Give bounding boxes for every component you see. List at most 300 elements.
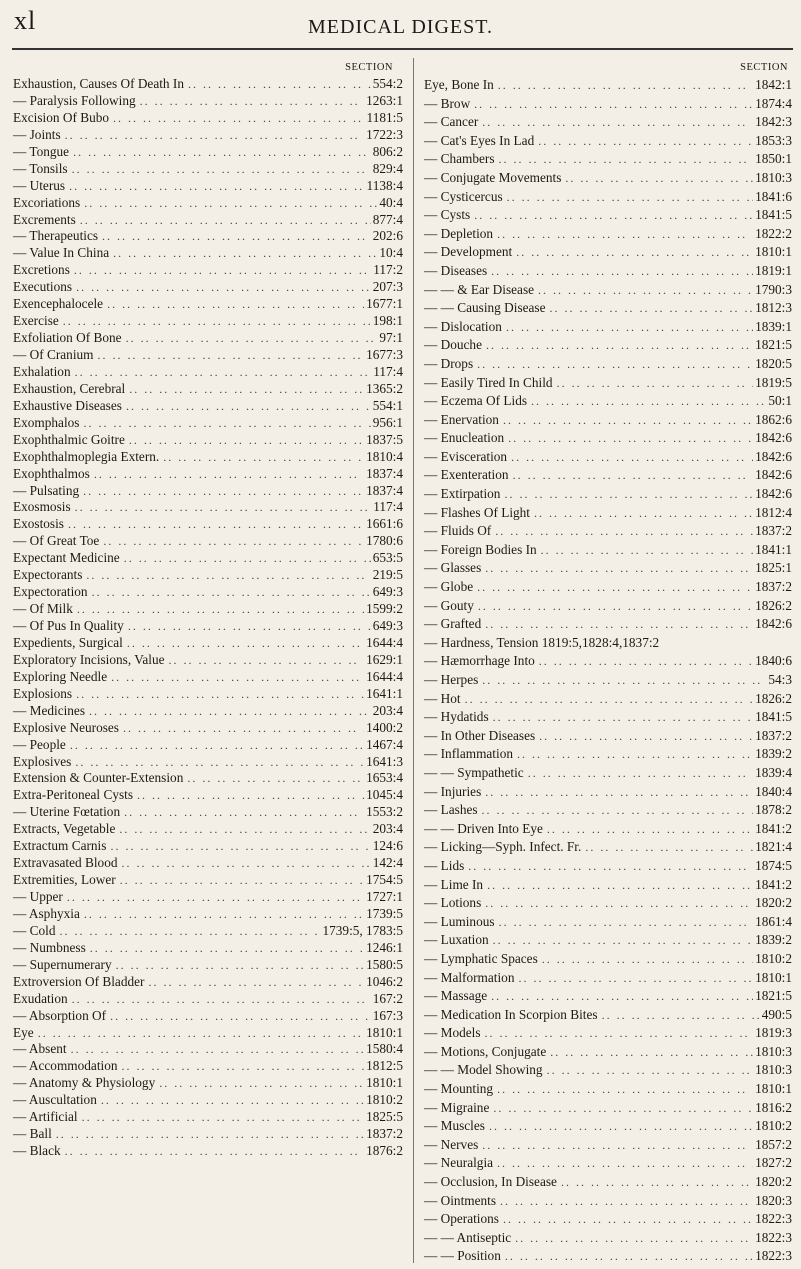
section-reference: 1790:3 [755, 281, 792, 297]
entry-term: Extracts, Vegetable [13, 821, 116, 837]
section-reference: 1841:5 [755, 709, 792, 725]
section-reference: 10:4 [379, 245, 403, 261]
dot-leader [120, 550, 371, 567]
index-entry [424, 76, 792, 95]
dot-leader [119, 720, 364, 737]
index-entry [13, 1109, 403, 1126]
left-index-column [13, 62, 403, 1160]
dot-leader [494, 76, 753, 95]
dot-leader [499, 411, 753, 430]
index-entry [13, 838, 403, 855]
index-entry [13, 245, 403, 262]
dot-leader [71, 499, 372, 516]
index-entry [13, 601, 403, 618]
index-entry [13, 974, 403, 991]
entry-term: Exophthalmos [13, 465, 90, 481]
dot-leader [503, 188, 753, 207]
index-entry [13, 262, 403, 279]
entry-term: — Development [424, 244, 513, 260]
section-reference: 1754:5 [366, 872, 403, 888]
dot-leader [61, 127, 364, 144]
index-entry [13, 821, 403, 838]
page-number: xl [14, 6, 37, 35]
dot-leader [543, 820, 753, 839]
section-reference: 1862:6 [755, 411, 792, 427]
index-entry [13, 466, 403, 483]
entry-term: — Fluids Of [424, 523, 492, 539]
entry-term: — Cancer [424, 114, 479, 130]
entry-term: — Cold [13, 922, 56, 938]
entry-term: — Uterine Fœtation [13, 804, 121, 820]
dot-leader [481, 559, 753, 578]
section-reference: 1810:2 [755, 950, 792, 966]
section-reference: 829:4 [372, 160, 403, 176]
index-entry [424, 262, 792, 281]
dot-leader [136, 93, 364, 110]
section-reference: 1810:1 [755, 969, 792, 985]
section-reference: 1138:4 [366, 177, 403, 193]
section-reference: 1812:3 [755, 300, 792, 316]
index-entry [13, 940, 403, 957]
entry-term: Exudation [13, 990, 68, 1006]
dot-leader [491, 522, 753, 541]
dot-leader [70, 262, 371, 279]
entry-term: Exophthalmic Goitre [13, 431, 125, 447]
section-reference: 97:1 [379, 330, 403, 346]
header-rule [12, 48, 793, 50]
section-reference: 1820:5 [755, 355, 792, 371]
index-entry [13, 1041, 403, 1058]
entry-term: Expectorants [13, 567, 83, 583]
index-entry [424, 95, 792, 114]
index-entry [13, 144, 403, 161]
index-entry [13, 991, 403, 1008]
dot-leader [527, 392, 766, 411]
entry-term: — Malformation [424, 969, 515, 985]
dot-leader [65, 178, 364, 195]
section-reference: 1810:2 [366, 1092, 403, 1108]
section-reference: 1467:4 [366, 736, 403, 752]
dot-leader [512, 243, 753, 262]
index-entry [424, 448, 792, 467]
dot-leader [76, 212, 371, 229]
dot-leader [73, 601, 364, 618]
dot-leader [118, 1058, 365, 1075]
index-entry [13, 1092, 403, 1109]
section-reference: 1839:1 [755, 318, 792, 334]
index-entry [424, 1229, 792, 1248]
entry-term: — Conjugate Movements [424, 169, 562, 185]
section-reference: 50:1 [768, 393, 792, 409]
entry-term: Extension & Counter-Extension [13, 770, 184, 786]
index-entry [424, 355, 792, 374]
index-entry [13, 686, 403, 703]
section-reference: 1677:1 [366, 296, 403, 312]
entry-term: — Auscultation [13, 1092, 97, 1108]
index-entry [13, 1025, 403, 1042]
dot-leader [499, 1210, 753, 1229]
dot-leader [478, 801, 754, 820]
section-reference: 1826:2 [755, 690, 792, 706]
section-reference: 1821:5 [755, 337, 792, 353]
dot-leader [501, 1247, 753, 1266]
dot-leader [72, 279, 371, 296]
dot-leader [478, 1136, 753, 1155]
index-entry [424, 1192, 792, 1211]
dot-leader [183, 770, 364, 787]
entry-term: — Lashes [424, 802, 478, 818]
dot-leader [478, 113, 753, 132]
section-reference: 1580:5 [366, 956, 403, 972]
entry-term: — Paralysis Following [13, 92, 136, 108]
index-entry [13, 957, 403, 974]
entry-term: — Licking—Syph. Infect. Fr. [424, 839, 582, 855]
dot-leader [581, 838, 753, 857]
dot-leader [470, 95, 753, 114]
section-reference: 1837:2 [755, 579, 792, 595]
dot-leader [534, 281, 753, 300]
column-divider [413, 58, 414, 1263]
index-entry [424, 504, 792, 523]
entry-term: — Luminous [424, 913, 495, 929]
dot-leader [94, 347, 365, 364]
entry-term: — Anatomy & Physiology [13, 1075, 156, 1091]
entry-term: Exosmosis [13, 499, 71, 515]
section-reference: 117:2 [373, 262, 403, 278]
entry-term: — Luxation [424, 932, 489, 948]
dot-leader [470, 206, 753, 225]
index-entry [13, 618, 403, 635]
dot-leader [553, 374, 754, 393]
entry-term: — Uterus [13, 177, 66, 193]
entry-term: Exhaustive Diseases [13, 397, 122, 413]
dot-leader [68, 991, 371, 1008]
index-entry [13, 855, 403, 872]
entry-term: — Chambers [424, 151, 495, 167]
index-entry [13, 449, 403, 466]
dot-leader [118, 855, 371, 872]
section-reference: 1837:4 [366, 465, 403, 481]
index-entry [13, 279, 403, 296]
entry-term: — Flashes Of Light [424, 504, 530, 520]
section-reference: 1827:2 [755, 1155, 792, 1171]
entry-term: Extremities, Lower [13, 872, 116, 888]
index-entry [424, 894, 792, 913]
dot-leader [473, 355, 753, 374]
index-entry [424, 1080, 792, 1099]
index-entry [424, 169, 792, 188]
index-entry [13, 161, 403, 178]
section-reference: 1874:5 [755, 857, 792, 873]
dot-leader [546, 299, 754, 318]
dot-leader [97, 1092, 364, 1109]
left-entry-list [13, 76, 403, 1160]
entry-term: Excoriations [13, 194, 81, 210]
dot-leader [485, 1117, 753, 1136]
index-entry [424, 783, 792, 802]
section-reference: 1841:2 [755, 820, 792, 836]
dot-leader [481, 1024, 754, 1043]
section-reference: 1842:6 [755, 486, 792, 502]
section-reference: 1812:5 [366, 1058, 403, 1074]
dot-leader [106, 1008, 371, 1025]
section-reference: 1842:6 [755, 616, 792, 632]
section-reference: 40:4 [379, 194, 403, 210]
entry-term: — In Other Diseases [424, 727, 536, 743]
entry-term: Extravasated Blood [13, 855, 118, 871]
section-reference: 1842:6 [755, 467, 792, 483]
index-entry [424, 281, 792, 300]
running-title: MEDICAL DIGEST. [308, 16, 493, 38]
section-reference: 877:4 [372, 211, 403, 227]
entry-term: — Medicines [13, 702, 86, 718]
index-entry [424, 1117, 792, 1136]
section-reference: 1837:4 [366, 482, 403, 498]
entry-term: Excrements [13, 211, 76, 227]
dot-leader [461, 690, 753, 709]
entry-term: Exhaustion, Causes Of Death In [13, 76, 184, 91]
dot-leader [509, 466, 754, 485]
entry-term: Exencephalocele [13, 296, 104, 312]
section-reference: 806:2 [372, 143, 403, 159]
section-reference: 117:4 [373, 499, 403, 515]
dot-leader [67, 1041, 365, 1058]
index-entry [424, 336, 792, 355]
dot-leader [80, 906, 364, 923]
index-entry [424, 1061, 792, 1080]
index-entry [424, 727, 792, 746]
index-entry [13, 432, 403, 449]
section-reference: 1842:6 [755, 448, 792, 464]
index-entry [13, 635, 403, 652]
index-entry [13, 889, 403, 906]
index-entry [424, 374, 792, 393]
index-entry [13, 76, 403, 93]
section-reference: 1841:6 [755, 188, 792, 204]
dot-leader [71, 364, 372, 381]
dot-leader [124, 618, 371, 635]
section-reference: 1365:2 [366, 380, 403, 396]
entry-term: — — Sympathetic [424, 764, 524, 780]
section-reference: 1822:2 [755, 225, 792, 241]
section-reference: 490:5 [761, 1006, 792, 1022]
index-entry [424, 987, 792, 1006]
index-entry [424, 671, 792, 690]
dot-leader [90, 466, 364, 483]
dot-leader [82, 567, 370, 584]
index-entry [424, 206, 792, 225]
section-reference: 1641:3 [366, 753, 403, 769]
index-entry [13, 550, 403, 567]
section-reference: 1825:5 [366, 1109, 403, 1125]
section-reference: 202:6 [372, 228, 403, 244]
index-entry [13, 381, 403, 398]
section-reference: 1644:4 [366, 668, 403, 684]
section-reference: 1810:1 [755, 1081, 792, 1097]
entry-term: Explosives [13, 753, 72, 769]
index-entry [13, 584, 403, 601]
section-reference: 653:5 [372, 550, 403, 566]
dot-leader [482, 336, 753, 355]
dot-leader [534, 132, 753, 151]
index-entry [13, 737, 403, 754]
entry-term: Exfoliation Of Bone [13, 330, 122, 346]
dot-leader [598, 1006, 760, 1025]
section-reference: 1826:2 [755, 597, 792, 613]
entry-term: — Numbness [13, 939, 86, 955]
dot-leader [88, 584, 371, 601]
entry-term: — Neuralgia [424, 1155, 494, 1171]
entry-term: — Upper [13, 889, 63, 904]
entry-term: Executions [13, 279, 73, 295]
section-reference: 1853:3 [755, 132, 792, 148]
dot-leader [464, 857, 753, 876]
section-reference: 198:1 [372, 313, 403, 329]
index-entry [424, 578, 792, 597]
index-entry [424, 1043, 792, 1062]
dot-leader [120, 804, 364, 821]
entry-term: — Enervation [424, 411, 499, 427]
dot-leader [55, 923, 320, 940]
index-entry [13, 754, 403, 771]
index-entry [424, 969, 792, 988]
entry-term: Eye, Bone In [424, 77, 494, 92]
section-reference: 1810:3 [755, 1062, 792, 1078]
section-reference: 1819:1 [755, 262, 792, 278]
index-entry [424, 764, 792, 783]
section-reference: 1810:3 [755, 169, 792, 185]
index-entry [424, 597, 792, 616]
section-reference: 1641:1 [366, 685, 403, 701]
dot-leader [481, 783, 753, 802]
section-reference: 1812:4 [755, 504, 792, 520]
index-entry [13, 787, 403, 804]
index-entry [13, 906, 403, 923]
section-reference: 1874:4 [755, 95, 792, 111]
section-reference: 1861:4 [755, 913, 792, 929]
dot-leader [496, 1192, 753, 1211]
dot-leader [72, 686, 364, 703]
section-reference: 1839:2 [755, 746, 792, 762]
section-reference: 1839:2 [755, 932, 792, 948]
entry-term: — Lime In [424, 876, 484, 892]
section-reference: 554:1 [372, 397, 403, 413]
index-entry [424, 801, 792, 820]
index-entry [424, 392, 792, 411]
section-reference: 1810:4 [366, 448, 403, 464]
entry-term: Excision Of Bubo [13, 109, 110, 125]
index-entry [13, 127, 403, 144]
index-entry [13, 533, 403, 550]
index-entry [13, 1075, 403, 1092]
section-reference: 1810:1 [366, 1075, 403, 1091]
dot-leader [165, 652, 365, 669]
entry-term: — Douche [424, 337, 482, 353]
entry-term: — Lotions [424, 895, 482, 911]
section-reference: 167:2 [372, 990, 403, 1006]
index-entry [424, 318, 792, 337]
entry-term: — Occlusion, In Disease [424, 1174, 557, 1190]
index-entry [424, 299, 792, 318]
section-reference: 1820:2 [755, 1174, 792, 1190]
section-reference: 1810:3 [755, 1043, 792, 1059]
entry-term: — Of Pus In Quality [13, 618, 124, 633]
section-reference: 124:6 [372, 838, 403, 854]
dot-leader [538, 950, 753, 969]
section-reference: 1839:4 [755, 764, 792, 780]
entry-term: — Hot [424, 690, 461, 706]
entry-term: — Grafted [424, 616, 482, 632]
entry-term: — Tongue [13, 143, 70, 159]
entry-term: — Exenteration [424, 467, 509, 483]
section-reference: 1878:2 [755, 802, 792, 818]
index-entry [13, 1143, 403, 1160]
right-index-column [424, 62, 792, 1266]
section-reference: 1857:2 [755, 1136, 792, 1152]
index-entry [13, 93, 403, 110]
entry-term: — Enucleation [424, 430, 505, 446]
dot-leader [123, 635, 364, 652]
entry-term: — Artificial [13, 1109, 78, 1125]
dot-leader [122, 398, 371, 415]
index-entry [424, 1136, 792, 1155]
entry-term: Exostosis [13, 516, 64, 532]
entry-term: — — Causing Disease [424, 300, 546, 316]
section-reference: 1822:3 [755, 1248, 792, 1264]
entry-term: — Asphyxia [13, 905, 80, 921]
index-entry [424, 1247, 792, 1266]
entry-term: — Motions, Conjugate [424, 1043, 547, 1059]
index-entry [424, 522, 792, 541]
entry-term: — — Model Showing [424, 1062, 543, 1078]
entry-term: — Accommodation [13, 1058, 118, 1074]
index-entry [13, 669, 403, 686]
entry-term: — — Position [424, 1248, 501, 1264]
index-entry [13, 178, 403, 195]
dot-leader [159, 449, 364, 466]
entry-term: — Models [424, 1025, 481, 1041]
index-entry [13, 804, 403, 821]
section-reference: 1677:3 [366, 347, 403, 362]
dot-leader [85, 703, 371, 720]
entry-term: — Glasses [424, 560, 482, 576]
dot-leader [115, 821, 370, 838]
index-entry [13, 923, 403, 940]
dot-leader [495, 913, 754, 932]
dot-leader [78, 1109, 364, 1126]
index-entry [424, 1173, 792, 1192]
index-entry [13, 1126, 403, 1143]
section-reference: 1842:6 [755, 430, 792, 446]
index-entry [13, 1058, 403, 1075]
section-reference: 1841:1 [755, 541, 792, 557]
index-entry [424, 634, 792, 653]
dot-leader [493, 225, 753, 244]
dot-leader [493, 1080, 753, 1099]
dot-leader [69, 144, 371, 161]
entry-term: — Of Milk [13, 601, 73, 617]
section-reference: 1840:6 [755, 653, 792, 669]
dot-leader [59, 313, 371, 330]
dot-leader [79, 415, 370, 432]
section-reference: 1825:1 [755, 560, 792, 576]
index-entry [13, 398, 403, 415]
entry-term: — Of Cranium [13, 347, 94, 362]
entry-term: — Lids [424, 857, 465, 873]
index-entry [424, 411, 792, 430]
section-reference: 1842:1 [755, 77, 792, 92]
entry-term: Exophthalmoplegia Extern. [13, 448, 160, 464]
